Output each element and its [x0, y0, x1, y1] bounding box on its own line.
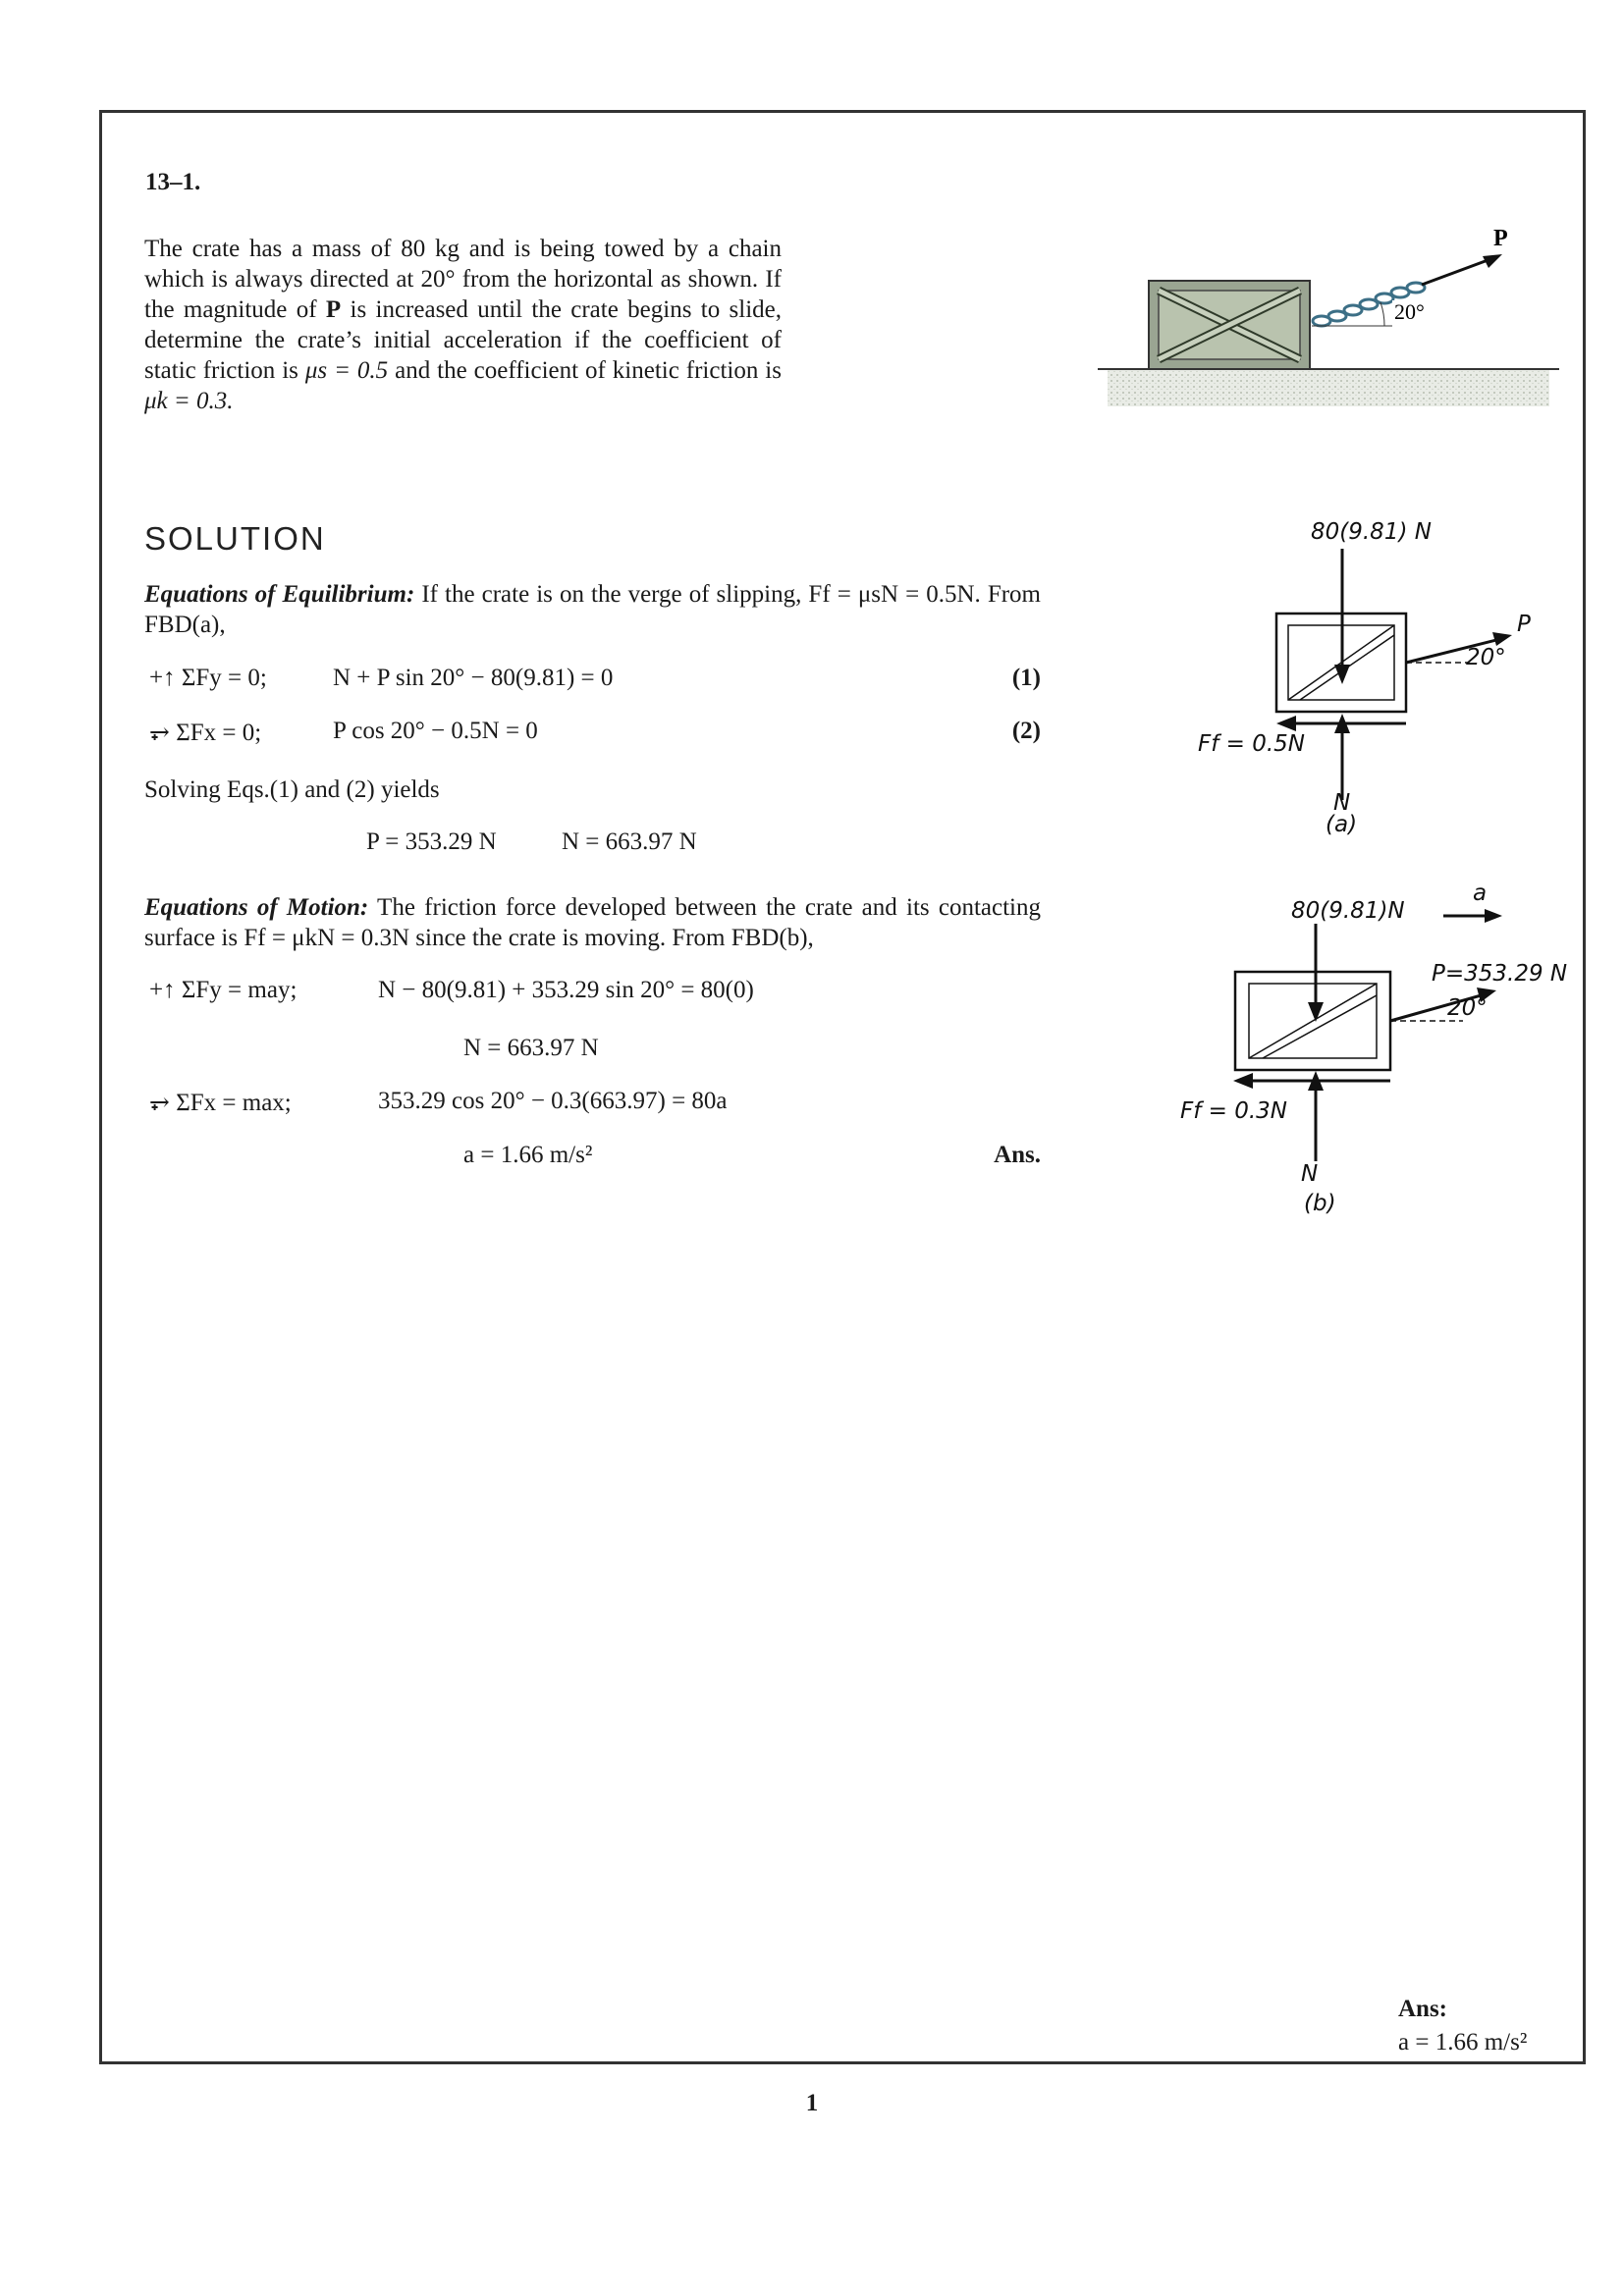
svg-text:20°: 20°: [1447, 995, 1488, 1021]
answer-box-value: a = 1.66 m/s²: [1398, 2029, 1528, 2056]
ans-tag: Ans.: [994, 1142, 1041, 1168]
fbd-b-crate: [1235, 972, 1390, 1070]
svg-text:(b): (b): [1304, 1191, 1336, 1216]
force-arrow: [1422, 259, 1490, 285]
crate-figure: [1098, 226, 1559, 422]
answer-box: [1398, 1993, 1527, 2059]
svg-text:N: N: [1301, 1161, 1319, 1187]
svg-text:P: P: [1517, 612, 1531, 637]
svg-text:80(9.81)N: 80(9.81)N: [1291, 898, 1405, 924]
answer-box-label: Ans:: [1398, 1996, 1448, 2022]
fbd-a: [1178, 515, 1571, 854]
mu-k: μk = 0.3.: [144, 388, 234, 414]
solving-text: Solving Eqs.(1) and (2) yields: [144, 776, 440, 803]
svg-text:(a): (a): [1326, 812, 1358, 837]
svg-text:Ff = 0.3N: Ff = 0.3N: [1180, 1098, 1288, 1124]
svg-text:20°: 20°: [1466, 645, 1506, 670]
svg-text:80(9.81) N: 80(9.81) N: [1311, 519, 1432, 545]
equation-1: +↑ ΣFy = 0; N + P sin 20° − 80(9.81) = 0 (1): [149, 665, 1041, 691]
fbd-b: [1178, 877, 1571, 1230]
equation-4: ⥅ ΣFx = max; 353.29 cos 20° − 0.3(663.97) = 80a: [149, 1088, 728, 1116]
result-P: P = 353.29 N: [366, 828, 497, 855]
problem-number: 13–1.: [145, 169, 201, 195]
equation-3-result: N = 663.97 N: [463, 1035, 599, 1061]
svg-text:P=353.29 N: P=353.29 N: [1432, 961, 1568, 987]
equilibrium-text: Equations of Equilibrium: If the crate is on the verge of slipping, Ff = μsN = 0.5N. From FBD(a),: [144, 581, 1041, 638]
motion-text: Equations of Motion: The friction force developed between the crate and its contacting surface is Ff = μkN = 0.3N since the crate is moving. From FBD(b),: [144, 894, 1041, 951]
svg-text:20°: 20°: [1394, 299, 1425, 324]
answer-row: [144, 1142, 1041, 1177]
crate: [1149, 281, 1310, 369]
answer-value: a = 1.66 m/s²: [463, 1142, 593, 1168]
equation-3: +↑ ΣFy = may; N − 80(9.81) + 353.29 sin 20° = 80(0): [149, 977, 754, 1003]
problem-statement: The crate has a mass of 80 kg and is being towed by a chain which is always directed at 20° from the horizontal as shown. If the magnitude of P is increased until the crate begins to slide, determine the crate’s initial acceleration if the coefficient of static friction is μs = 0.5 and the coefficient of kinetic friction is μk = 0.3.: [144, 236, 782, 414]
svg-text:N: N: [1333, 790, 1351, 816]
force-symbol: P: [325, 296, 342, 323]
svg-text:P: P: [1493, 226, 1508, 251]
ground: [1108, 369, 1549, 406]
svg-text:Ff = 0.5N: Ff = 0.5N: [1198, 731, 1306, 757]
equation-2: ⥅ ΣFx = 0; P cos 20° − 0.5N = 0 (2): [149, 718, 1041, 746]
solution-heading: SOLUTION: [144, 520, 326, 557]
svg-text:a: a: [1473, 881, 1488, 906]
mu-s: μs = 0.5: [304, 357, 389, 384]
page-number: 1: [805, 2090, 819, 2116]
result-N: N = 663.97 N: [562, 828, 697, 855]
